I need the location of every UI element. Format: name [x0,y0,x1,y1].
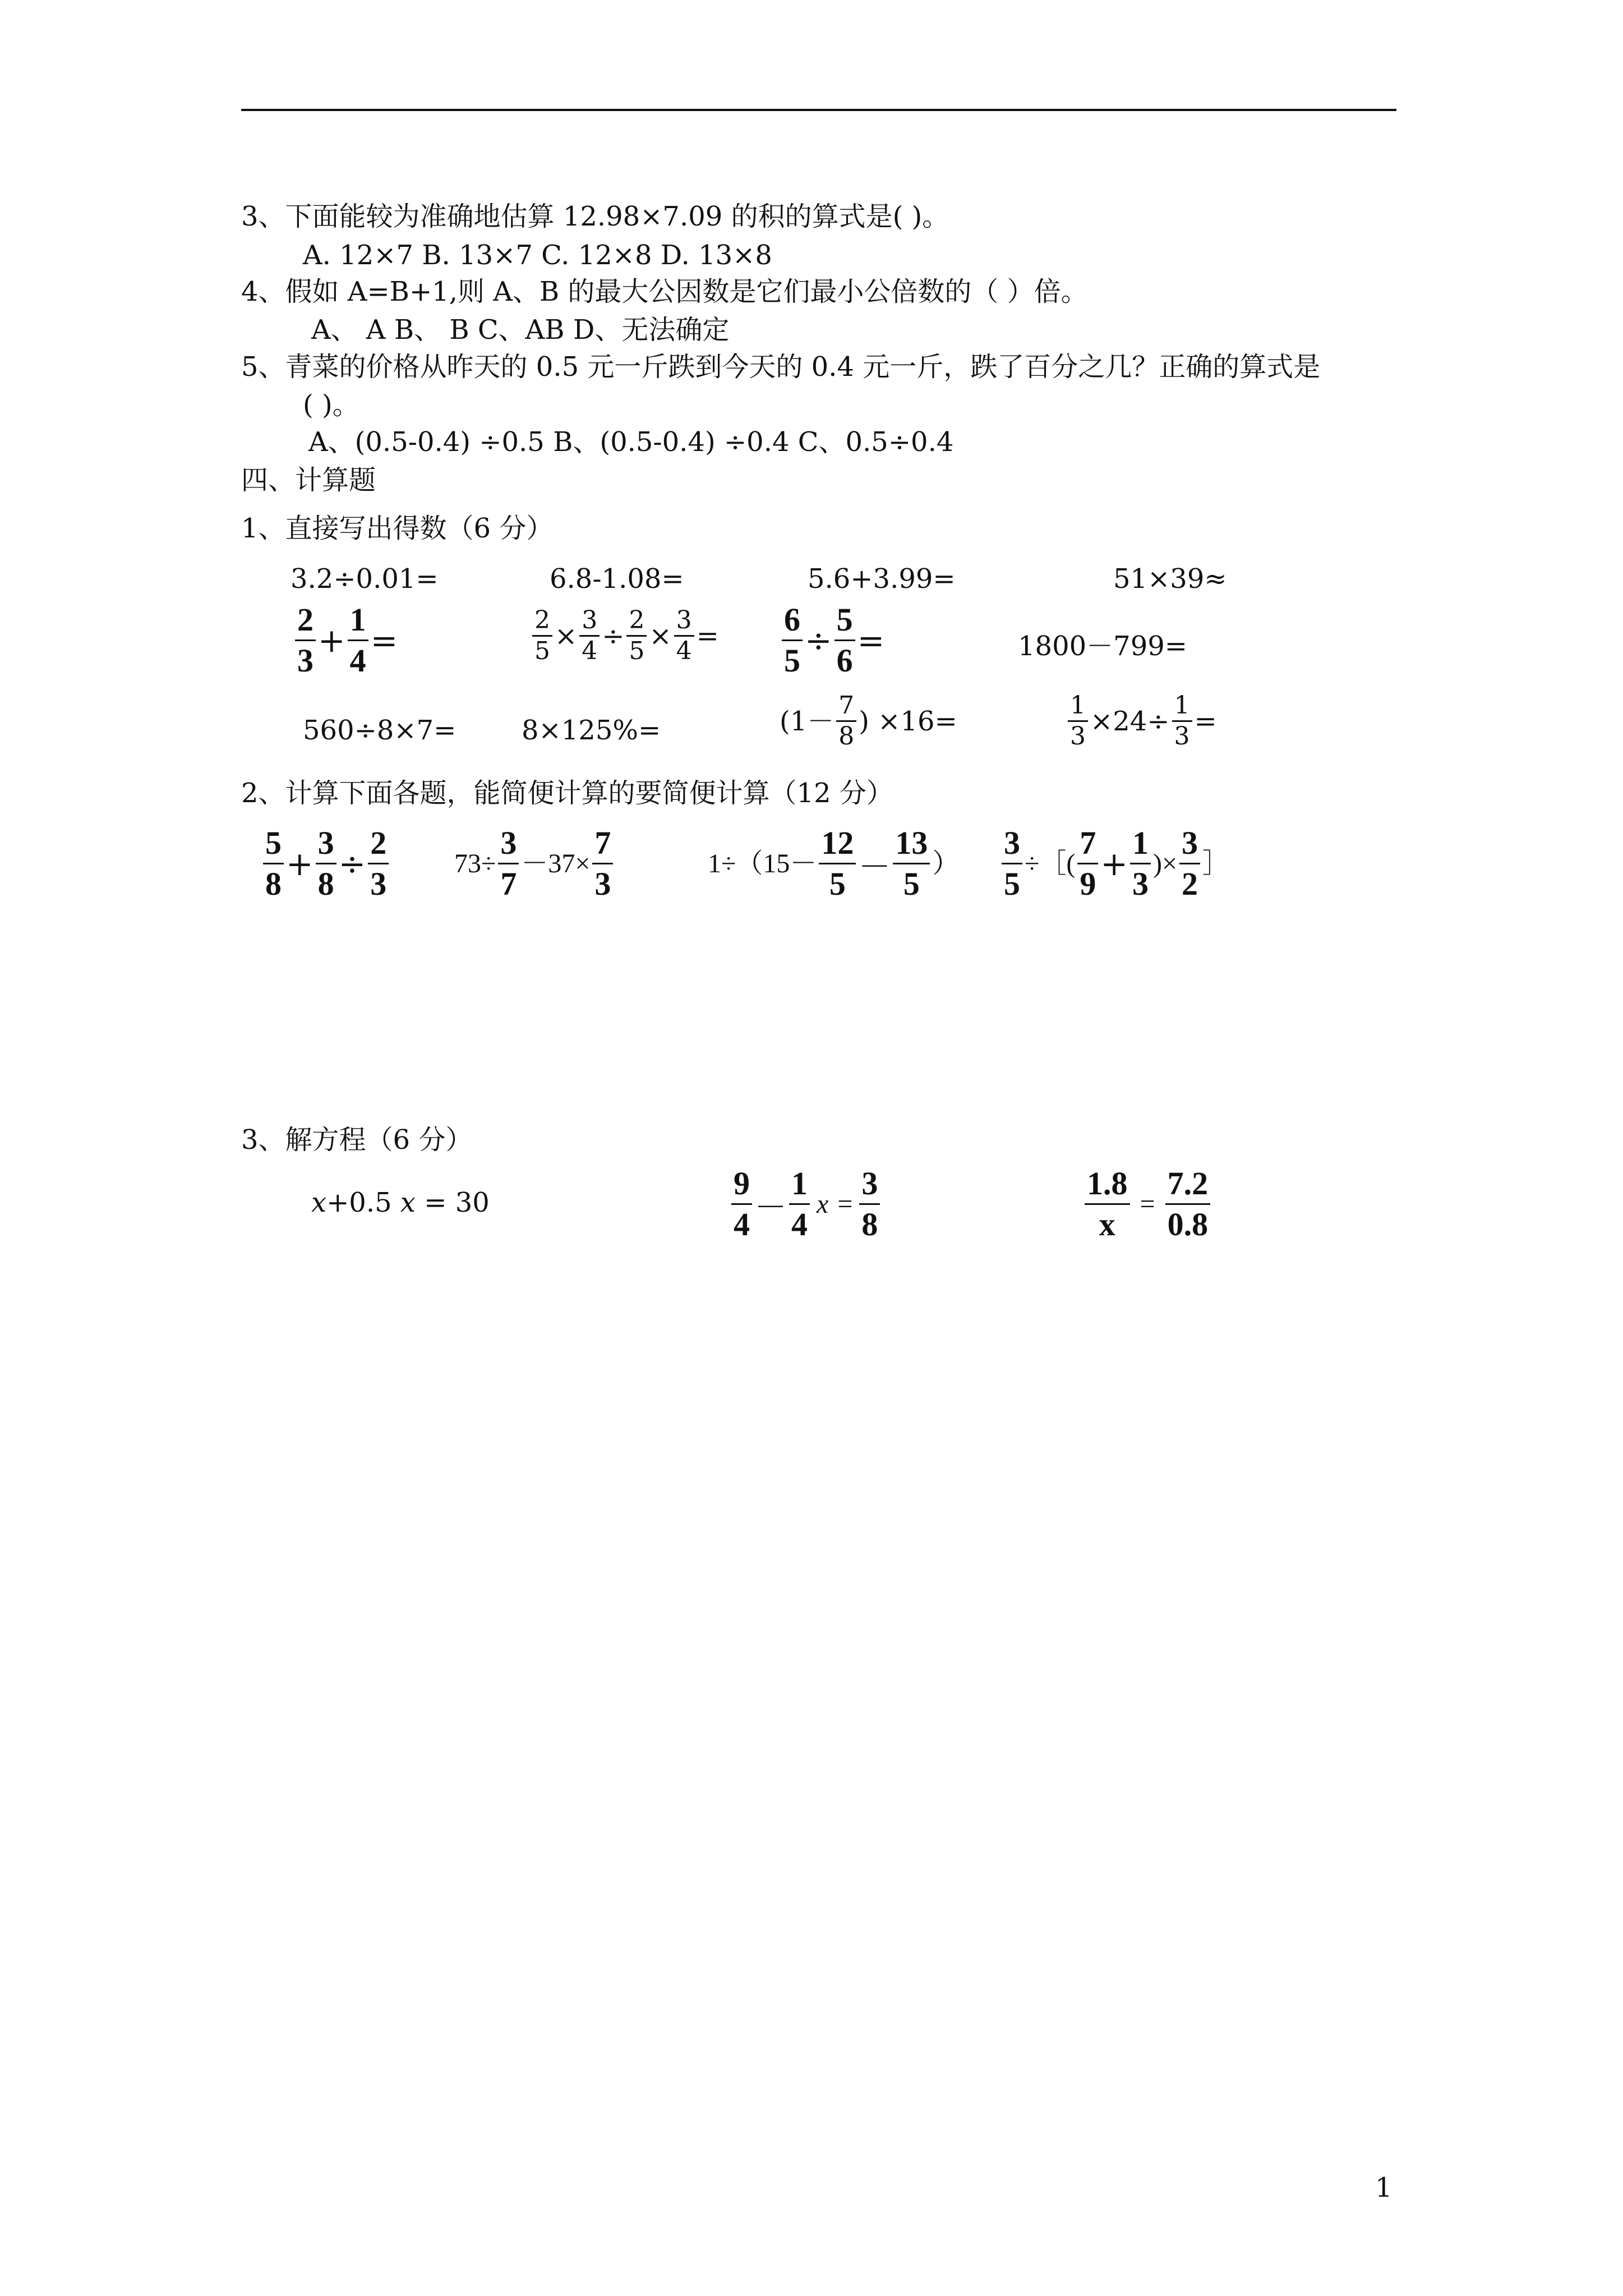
equation-1: x+0.5 x = 30 [311,1187,490,1218]
section-title: 四、计算题 [241,464,376,496]
question-4: 4、假如 A=B+1,则 A、B 的最大公因数是它们最小公倍数的（ ）倍。 [241,276,1088,307]
question-3-options: A. 12×7 B. 13×7 C. 12×8 D. 13×8 [303,240,772,271]
oral-calc-11: (1－ $\frac{7}{8}$ ) ×16= [780,691,957,751]
question-4-options: A、 A B、 B C、AB D、无法确定 [311,314,730,346]
oral-calc-8: 1800－799= [1018,631,1187,662]
part-1-title: 1、直接写出得数（6 分） [241,513,554,544]
oral-calc-9: 560÷8×7= [303,715,457,746]
oral-calc-6: $\frac{2}{5}$ × $\frac{3}{4}$ ÷ $\frac{2}{5}$ × $\frac{3}{4}$ = [530,606,719,666]
calc-expression-3: 1÷（15－ $\frac{12}{5}$ － $\frac{13}{5}$ ） [708,825,960,902]
oral-calc-1: 3.2÷0.01= [291,563,439,595]
part-2-title: 2、计算下面各题，能简便计算的要简便计算（12 分） [241,777,893,809]
oral-calc-4: 51×39≈ [1113,563,1227,595]
question-5: 5、青菜的价格从昨天的 0.5 元一斤跌到今天的 0.4 元一斤，跌了百分之几？正确的算式是 [241,351,1321,383]
calc-expression-2: 73÷ $\frac{3}{7}$ －37× $\frac{7}{3}$ [454,823,615,904]
header-rule [241,109,1396,111]
page-number: 1 [1375,2172,1393,2203]
oral-calc-12: $\frac{1}{3}$ ×24÷ $\frac{1}{3}$ = [1066,691,1217,751]
equation-3: $\frac{1.8}{x}$ = $\frac{7.2}{0.8}$ [1082,1164,1212,1244]
question-5-blank: ( )。 [303,389,359,421]
question-3: 3、下面能较为准确地估算 12.98×7.09 的积的算式是( )。 [241,201,949,232]
calc-expression-1: $\frac{5}{8}$ + $\frac{3}{8}$ ÷ $\frac{2}{3}$ [261,823,391,904]
oral-calc-3: 5.6+3.99= [808,563,956,595]
oral-calc-2: 6.8-1.08= [550,563,684,595]
oral-calc-10: 8×125%= [522,715,661,746]
question-5-options: A、(0.5-0.4) ÷0.5 B、(0.5-0.4) ÷0.4 C、0.5÷0.4 [308,426,954,458]
part-3-title: 3、解方程（6 分） [241,1124,473,1156]
oral-calc-5: $\frac{2}{3}$ + $\frac{1}{4}$ = [293,600,398,680]
equation-2: $\frac{9}{4}$ － $\frac{1}{4}$ x = $\frac{3}{8}$ [729,1164,882,1244]
calc-expression-4: $\frac{3}{5}$ ÷［( $\frac{7}{9}$ + $\frac{1}{3}$ )× $\frac{3}{2}$ ］ [999,823,1229,904]
oral-calc-7: $\frac{6}{5}$ ÷ $\frac{5}{6}$ = [780,600,884,680]
